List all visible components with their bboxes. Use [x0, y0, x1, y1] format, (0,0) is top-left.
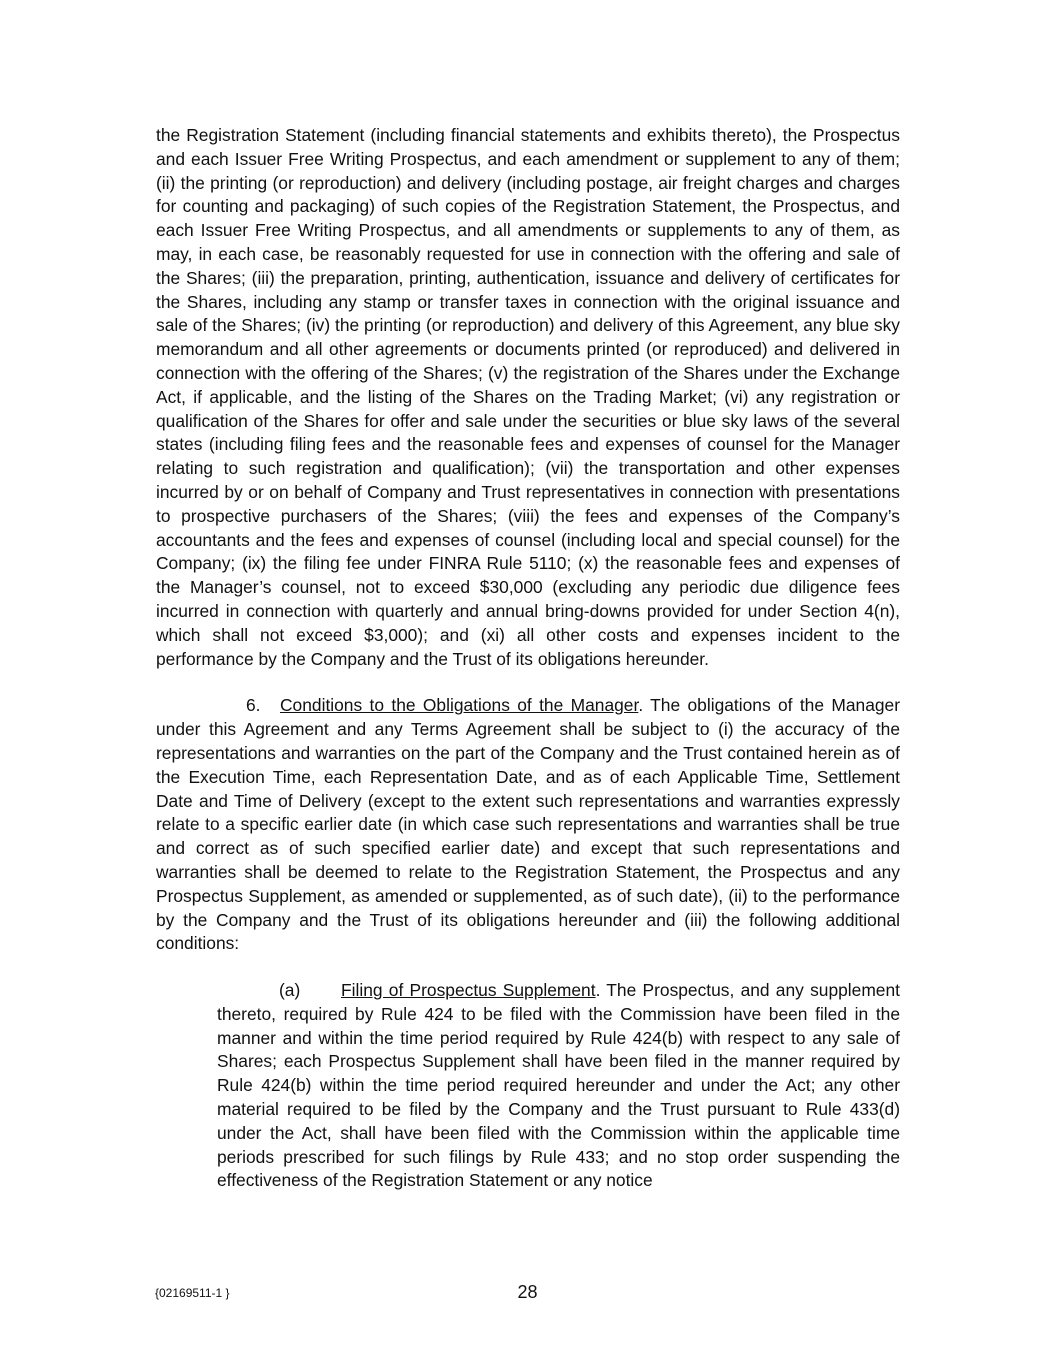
section-6-heading: Conditions to the Obligations of the Manager	[280, 695, 639, 716]
document-body	[156, 124, 900, 1193]
section-6-paragraph	[156, 694, 900, 956]
subsection-a-number: (a)	[279, 980, 301, 1001]
continuation-paragraph: the Registration Statement (including financial statements and exhibits thereto), the Prospectus and each Issuer Free Writing Prospectus, and each amendment or supplement to any of them; (ii) the printing (or reproduction) and delivery (including postage, air freight charges and charges for counting and packaging) of such copies of the Registration Statement, the Prospectus, and each Issuer Free Writing Prospectus, and all amendments or supplements to any of them, as may, in each case, be reasonably requested for use in connection with the offering and sale of the Shares; (iii) the preparation, printing, authentication, issuance and delivery of certificates for the Shares, including any stamp or transfer taxes in connection with the original issuance and sale of the Shares; (iv) the printing (or reproduction) and delivery of this Agreement, any blue sky memorandum and all other agreements or documents printed (or reproduced) and delivered in connection with the offering of the Shares; (v) the registration of the Shares under the Exchange Act, if applicable, and the listing of the Shares on the Trading Market; (vi) any registration or qualification of the Shares for offer and sale under the securities or blue sky laws of the several states (including filing fees and the reasonable fees and expenses of counsel for the Manager relating to such registration and qualification); (vii) the transportation and other expenses incurred by or on behalf of Company and Trust representatives in connection with presentations to prospective purchasers of the Shares; (viii) the fees and expenses of the Company’s accountants and the fees and expenses of counsel (including local and special counsel) for the Company; (ix) the filing fee under FINRA Rule 5110; (x) the reasonable fees and expenses of the Manager’s counsel, not to exceed $30,000 (excluding any periodic due diligence fees incurred in connection with quarterly and annual bring-downs provided for under Section 4(n), which shall not exceed $3,000); and (xi) all other costs and expenses incident to the performance by the Company and the Trust of its obligations hereunder.	[156, 125, 900, 669]
subsection-a-heading: Filing of Prospectus Supplement	[341, 980, 596, 1001]
subsection-a-text: . The Prospectus, and any supplement thereto, required by Rule 424 to be filed with the Commission have been filed in the manner and within the time period required by Rule 424(b) with respect to any sale of Shares; each Prospectus Supplement shall have been filed in the manner required by Rule 424(b) within the time period required hereunder and under the Act; any other material required to be filed by the Company and the Trust pursuant to Rule 433(d) under the Act, shall have been filed with the Commission within the applicable time periods prescribed for such filings by Rule 433; and no stop order suspending the effectiveness of the Registration Statement or any notice	[217, 980, 900, 1191]
footer-page-number: 28	[517, 1282, 538, 1302]
section-6-text: . The obligations of the Manager under this Agreement and any Terms Agreement shall be subject to (i) the accuracy of the representations and warranties on the part of the Company and the Trust contained herein as of the Execution Time, each Representation Date, and as of each Applicable Time, Settlement Date and Time of Delivery (except to the extent such representations and warranties expressly relate to a specific earlier date (in which case such representations and warranties shall be true and correct as of such specified earlier date) and except that such representations and warranties shall be deemed to relate to the Registration Statement, the Prospectus and any Prospectus Supplement, as amended or supplemented, as of such date), (ii) to the performance by the Company and the Trust of its obligations hereunder and (iii) the following additional conditions:	[156, 695, 901, 954]
section-6-number: 6.	[246, 695, 261, 716]
footer-document-id: {02169511-1 }	[155, 1286, 230, 1300]
subsection-a-paragraph	[217, 979, 900, 1193]
